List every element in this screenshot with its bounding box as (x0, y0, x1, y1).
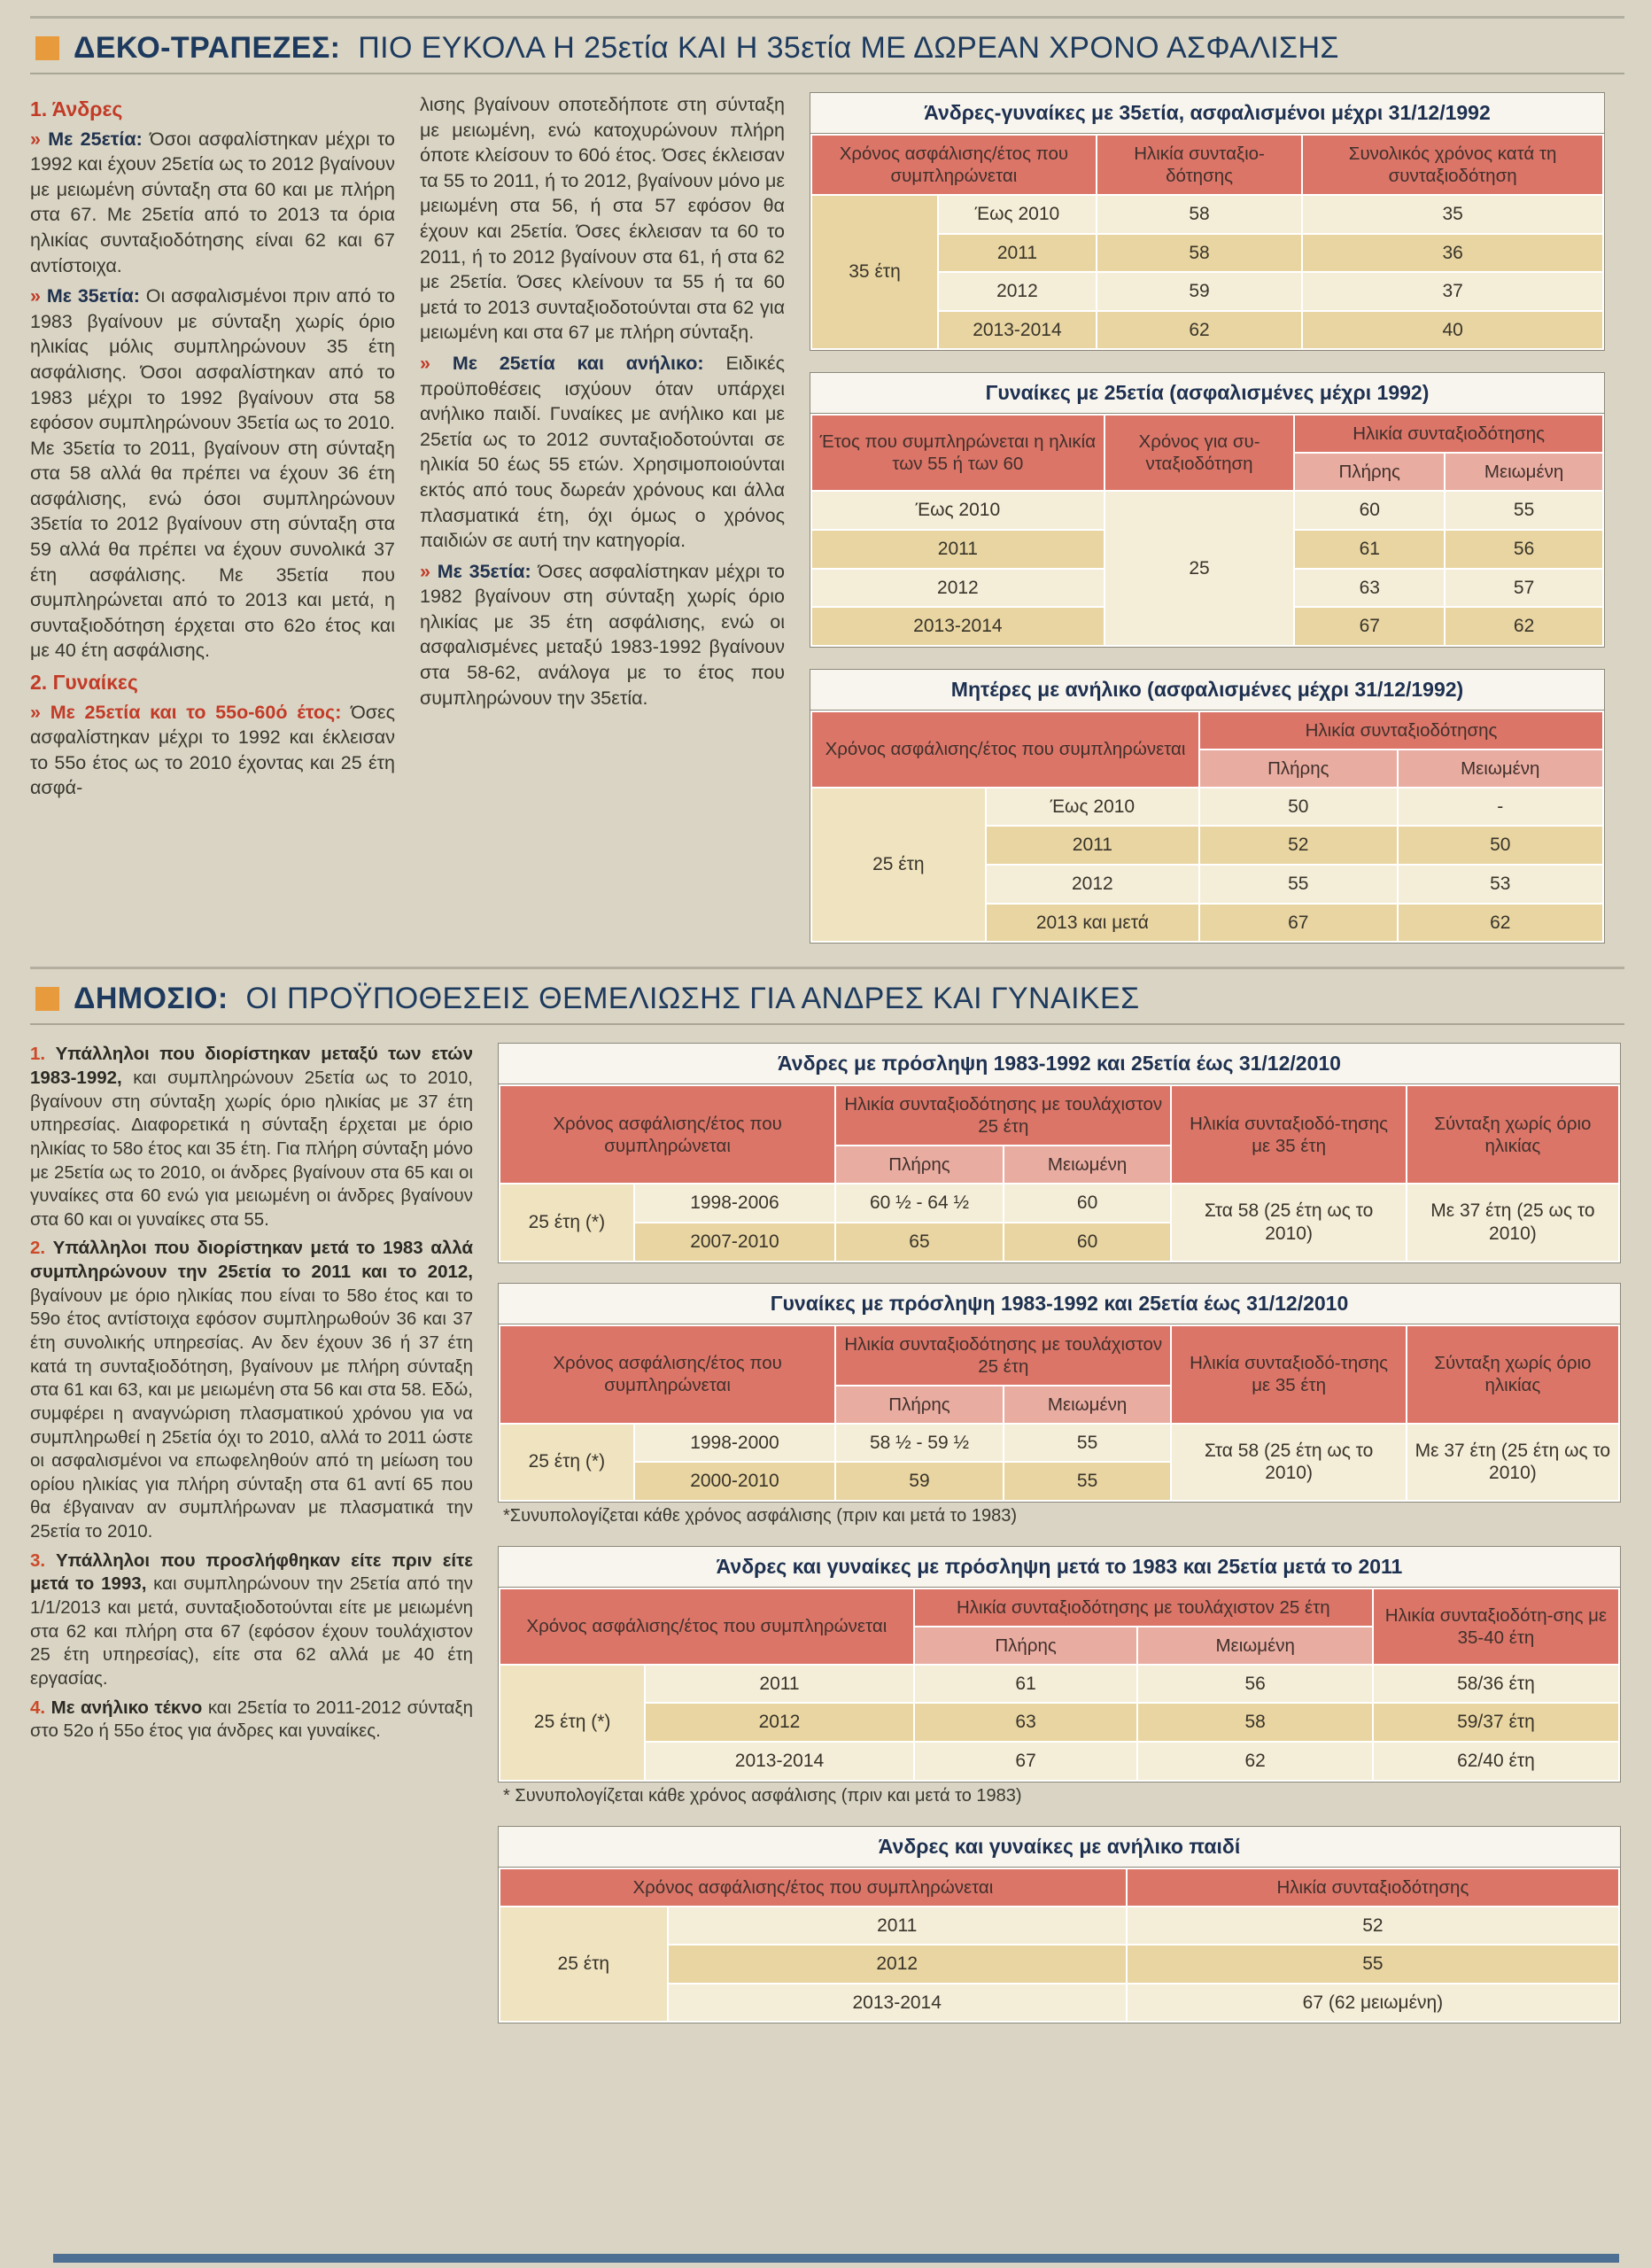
col-header: Σύνταξη χωρίς όριο ηλικίας (1407, 1085, 1619, 1184)
numbered-paragraph (30, 1697, 473, 1744)
col-group-header: Ηλικία συνταξιοδότησης με τουλάχιστον 25 έτη (835, 1085, 1171, 1146)
paragraph (420, 559, 785, 711)
cell: 55 (1004, 1462, 1172, 1501)
col-subheader: Μειωμένη (1137, 1627, 1372, 1665)
table-row (811, 195, 1603, 234)
cell: 50 (1199, 788, 1398, 827)
heading-rule (30, 73, 1624, 74)
cell: 62 (1445, 607, 1603, 646)
table-title: Μητέρες με ανήλικο (ασφαλισμένες μέχρι 31/12/1992) (810, 670, 1604, 711)
section-deko-trapezes (30, 16, 1624, 944)
table-title: Άνδρες-γυναίκες με 35ετία, ασφαλισμένοι μέχρι 31/12/1992 (810, 93, 1604, 134)
paragraph-lead: Με 25ετία: (48, 128, 143, 150)
paragraph (30, 284, 395, 664)
numbered-paragraph (30, 1550, 473, 1691)
col-header: Χρόνος για συ-νταξιοδότηση (1105, 415, 1295, 491)
paragraph-lead: Με ανήλικο τέκνο (50, 1697, 203, 1718)
cell: 67 (1199, 904, 1398, 943)
section-title-tag: ΔΗΜΟΣΙΟ: (74, 982, 229, 1016)
paragraph-text: Όσοι ασφαλίστηκαν μέχρι το 1992 και έχουν 25ετία ως το 2012 βγαίνουν με μειωμένη σύνταξη στα 60 και με πλήρη στα 67. Με 25ετία από το 2013 τα όρια ηλικίας συνταξιοδότησης είναι 62 και 67 αντίστοιχα. (30, 128, 395, 276)
cell: 59 (1097, 272, 1302, 311)
cell: 35 (1302, 195, 1603, 234)
span-label-cell: 35 έτη (811, 195, 938, 349)
cell: 67 (62 μειωμένη) (1127, 1984, 1619, 2023)
table-row (500, 1424, 1619, 1463)
cell: 57 (1445, 569, 1603, 608)
cell: 2013 και μετά (986, 904, 1199, 943)
col-header: Έτος που συμπληρώνεται η ηλικία των 55 ή των 60 (811, 415, 1105, 491)
cell: 2012 (668, 1945, 1127, 1984)
paragraph-text: Όσες ασφαλίστηκαν μέχρι το 1982 βγαίνουν στη σύνταξη χωρίς όριο ηλικίας με 35 έτη ασφάλισης, ενώ οι ασφαλισμένες μεταξύ 1983-1992 βγαίνουν στα 58-62, ανάλογα με το έτος που συμπληρώνουν την 35ετία. (420, 560, 785, 709)
span-cell: Με 37 έτη (25 έτη ως το 2010) (1407, 1424, 1619, 1501)
col-subheader: Μειωμένη (1004, 1386, 1172, 1424)
paragraph-text: και συμπληρώνουν 25ετία ως το 2010, βγαίνουν στη σύνταξη χωρίς όριο ηλικίας με 37 έτη υπηρεσίας. Διαφορετικά η σύνταξη έρχεται με όριο ηλικίας το 58ο έτος και 35 έτη. Για πλήρη σύνταξη μόνο με 25ετία ως το 2010, οι άνδρες βγαίνουν στα 65 και οι γυναίκες στα 60 ενώ για μειωμένη οι άνδρες βγαίνουν στα 60 και οι γυναίκες στα 55. (30, 1067, 473, 1230)
table-andres-gynaikes-35etia (810, 92, 1605, 351)
cell: 50 (1398, 826, 1603, 865)
span-label-cell: 25 έτη (*) (500, 1665, 645, 1781)
cell: 60 ½ - 64 ½ (835, 1184, 1004, 1223)
col-header: Χρόνος ασφάλισης/έτος που συμπληρώνεται (500, 1085, 835, 1184)
col-header: Χρόνος ασφάλισης/έτος που συμπληρώνεται (500, 1868, 1127, 1907)
subheading-gynaikes: 2. Γυναίκες (30, 671, 138, 695)
table-footnote: * Συνυπολογίζεται κάθε χρόνος ασφάλισης (πριν και μετά το 1983) (503, 1785, 1022, 1806)
col-header: Σύνταξη χωρίς όριο ηλικίας (1407, 1325, 1619, 1424)
col-group-header: Ηλικία συνταξιοδότησης με τουλάχιστον 25 έτη (835, 1325, 1171, 1386)
col-header: Ηλικία συνταξιοδό-τησης με 35 έτη (1171, 1325, 1406, 1424)
table-header-row (500, 1868, 1619, 1907)
cell: 55 (1199, 865, 1398, 904)
tables-column (498, 1043, 1624, 2023)
cell: Έως 2010 (986, 788, 1199, 827)
data-table (499, 1324, 1620, 1502)
table-title: Άνδρες και γυναίκες με πρόσληψη μετά το 1983 και 25ετία μετά το 2011 (499, 1547, 1620, 1588)
cell: 58 (1097, 195, 1302, 234)
table-footnote: *Συνυπολογίζεται κάθε χρόνος ασφάλισης (πριν και μετά το 1983) (503, 1505, 1018, 1526)
col-subheader: Πλήρης (835, 1386, 1004, 1424)
span-cell: Στα 58 (25 έτη ως το 2010) (1171, 1424, 1406, 1501)
col-header: Ηλικία συνταξιο-δότησης (1097, 135, 1302, 195)
section-bullet-icon (35, 36, 59, 60)
cell: 58 (1137, 1703, 1372, 1742)
table-header-row (811, 711, 1603, 750)
cell: Έως 2010 (938, 195, 1097, 234)
bullet-marker: » (30, 128, 41, 150)
table-gynaikes-proslipsi (498, 1283, 1621, 1503)
paragraph-text: Οι ασφαλισμένοι πριν από το 1983 βγαίνουν με σύνταξη χωρίς όριο ηλικίας μόλις συμπληρώνουν 35 έτη ασφάλισης. Όσοι ασφαλίστηκαν από το 1983 μέχρι το 1992 βγαίνουν στα 58 εφόσον συμπληρώνουν 35ετία ως το 2010. Με 35ετία το 2011, βγαίνουν στη σύνταξη στα 58 αλλά θα πρέπει να έχουν 36 έτη ασφάλισης, ενώ όσοι συμπληρώνουν 35ετία το 2012 βγαίνουν στη σύνταξη στα 59 αλλά θα πρέπει να έχουν συνολικά 37 έτη ασφάλισης. Με 35ετία που συμπληρώνεται από το 2013 και μετά, η συνταξιοδότηση έρχεται στο 62ο έτος και με 40 έτη ασφάλισης. (30, 285, 395, 662)
col-header: Χρόνος ασφάλισης/έτος που συμπληρώνεται (500, 1588, 914, 1665)
table-andres-proslipsi (498, 1043, 1621, 1262)
span-cell: Με 37 έτη (25 ως το 2010) (1407, 1184, 1619, 1261)
cell: 58 ½ - 59 ½ (835, 1424, 1004, 1463)
section-title (74, 982, 1140, 1016)
table-row (500, 1703, 1619, 1742)
table-title: Άνδρες και γυναίκες με ανήλικο παιδί (499, 1827, 1620, 1868)
cell: 40 (1302, 311, 1603, 350)
section-body (30, 92, 1624, 944)
cell: 62 (1398, 904, 1603, 943)
cell: 58 (1097, 234, 1302, 273)
cell: 61 (914, 1665, 1138, 1704)
col-header: Συνολικός χρόνος κατά τη συνταξιοδότηση (1302, 135, 1603, 195)
cell: 2012 (986, 865, 1199, 904)
col-subheader: Πλήρης (914, 1627, 1138, 1665)
cell: 56 (1445, 530, 1603, 569)
paragraph-text: βγαίνουν με όριο ηλικίας που είναι το 58ο έτος και το 59ο έτος αντίστοιχα εφόσον συμπληρωθούν 36 και 37 έτη συνολικής υπηρεσίας. Αν δεν έχουν 36 ή 37 έτη κατά τη συνταξιοδότηση, βγαίνουν με πλήρη σύνταξη στα 61 και 63, και με μειωμένη στα 56 και στα 58. Εδώ, συμφέρει η αναγνώριση πλασματικού χρόνου για να συμπληρωθεί η 25ετία όχι το 2010, αλλά το 2011 ώστε οι ασφαλισμένοι να επωφεληθούν από τη μείωση του ορίου ηλικίας για πλήρη σύνταξη στα 61 αντί 65 που θα έβγαιναν αν συμπλήρωναν με πλασματικά την 25ετία το 2010. (30, 1285, 473, 1542)
section-body (30, 1043, 1624, 2023)
paragraph-text: λισης βγαίνουν οποτεδήποτε στη σύνταξη με μειωμένη, ενώ κατοχυρώνουν πλήρη όποτε κλείσουν το 60ό έτος. Όσες έκλεισαν τα 55 το 2011, ή το 2012, βγαίνουν μόνο με μειωμένη στα 56, ή στα 57 εφόσον θα έχουν και 25ετία. Όσες έκλεισαν τα 60 το 2011, ή το 2012 βγαίνουν στα 61, ή στα 62 με 25ετία. Όσες κλείνουν τα 55 ή τα 60 μετά το 2013 συνταξιοδοτούνται στα 62 για μειωμένη και στα 67 με πλήρη σύνταξη. (420, 94, 785, 344)
paragraph (30, 127, 395, 279)
paragraph-lead: Υπάλληλοι που διορίστηκαν μεταξύ των ετών 1983-1992, (30, 1044, 473, 1088)
heading-rule (30, 1023, 1624, 1025)
table-header-row (811, 135, 1603, 195)
table-andres-gynaikes-meta-1983 (498, 1546, 1621, 1783)
paragraph-lead: Υπάλληλοι που διορίστηκαν μετά το 1983 αλλά συμπληρώνουν την 25ετία το 2011 και το 2012, (30, 1238, 473, 1283)
cell: 2013-2014 (811, 607, 1105, 646)
span-label-cell: 25 έτη (500, 1907, 668, 2023)
numbered-paragraph (30, 1043, 473, 1231)
data-table (499, 1084, 1620, 1262)
table-title: Γυναίκες με 25ετία (ασφαλισμένες μέχρι 1992) (810, 373, 1604, 414)
cell: 59/37 έτη (1373, 1703, 1619, 1742)
cell: 37 (1302, 272, 1603, 311)
cell: 63 (914, 1703, 1138, 1742)
col-header: Ηλικία συνταξιοδότη-σης με 35-40 έτη (1373, 1588, 1619, 1665)
table-row (811, 788, 1603, 827)
paragraph-lead: Με 35ετία: (46, 285, 140, 307)
cell: 2012 (938, 272, 1097, 311)
cell: 2013-2014 (668, 1984, 1127, 2023)
paragraph (420, 92, 785, 346)
table-title: Άνδρες με πρόσληψη 1983-1992 και 25ετία έως 31/12/2010 (499, 1044, 1620, 1084)
col-subheader: Μειωμένη (1445, 453, 1603, 491)
table-header-row (500, 1085, 1619, 1146)
cell: 52 (1199, 826, 1398, 865)
section-title-tag: ΔΕΚΟ-ΤΡΑΠΕΖΕΣ: (74, 31, 341, 65)
data-table (810, 134, 1604, 350)
table-gynaikes-25etia (810, 372, 1605, 647)
table-block (498, 1283, 1621, 1526)
cell: 2011 (986, 826, 1199, 865)
cell: 2011 (645, 1665, 913, 1704)
section-gap (30, 944, 1624, 967)
span-value-cell: 25 (1105, 491, 1295, 645)
cell: 59 (835, 1462, 1004, 1501)
bullet-marker: » (420, 352, 430, 374)
table-row (500, 1907, 1619, 1946)
text-column (30, 1043, 473, 1749)
cell: 2013-2014 (938, 311, 1097, 350)
cell: 55 (1004, 1424, 1172, 1463)
span-label-cell: 25 έτη (811, 788, 986, 942)
section-title (74, 31, 1339, 66)
section-dimosio (30, 967, 1624, 2023)
cell: 62 (1137, 1742, 1372, 1781)
col-header: Ηλικία συνταξιοδότησης (1127, 1868, 1619, 1907)
col-header: Χρόνος ασφάλισης/έτος που συμπληρώνεται (811, 135, 1097, 195)
item-number: 4. (30, 1697, 46, 1718)
cell: 56 (1137, 1665, 1372, 1704)
bullet-marker: » (30, 285, 41, 307)
table-header-row (500, 1325, 1619, 1386)
span-label-cell: 25 έτη (*) (500, 1184, 634, 1261)
cell: 62 (1097, 311, 1302, 350)
cell: 61 (1294, 530, 1445, 569)
table-row (500, 1945, 1619, 1984)
item-number: 1. (30, 1044, 46, 1065)
cell: Έως 2010 (811, 491, 1105, 530)
table-aniliko-paidi (498, 1826, 1621, 2024)
data-table (810, 414, 1604, 646)
section-bullet-icon (35, 987, 59, 1011)
cell: 2012 (811, 569, 1105, 608)
section-title-rest: ΟΙ ΠΡΟΫΠΟΘΕΣΕΙΣ ΘΕΜΕΛΙΩΣΗΣ ΓΙΑ ΑΝΔΡΕΣ ΚΑΙ ΓΥΝΑΙΚΕΣ (245, 982, 1140, 1016)
data-table (499, 1868, 1620, 2023)
cell: 60 (1004, 1223, 1172, 1262)
cell: 36 (1302, 234, 1603, 273)
numbered-paragraph (30, 1237, 473, 1543)
cell: 2011 (938, 234, 1097, 273)
data-table (810, 711, 1604, 943)
cell: 2012 (645, 1703, 913, 1742)
cell: 67 (1294, 607, 1445, 646)
bottom-page-rule (53, 2254, 1619, 2263)
cell: 55 (1127, 1945, 1619, 1984)
paragraph-text: και 25ετία το 2011-2012 σύνταξη στο 52ο ή 55ο έτος για άνδρες και γυναίκες. (30, 1697, 473, 1742)
text-column-1 (30, 92, 395, 806)
table-row (500, 1184, 1619, 1223)
data-table (499, 1588, 1620, 1782)
col-header: Χρόνος ασφάλισης/έτος που συμπληρώνεται (811, 711, 1199, 788)
col-header: Ηλικία συνταξιοδό-τησης με 35 έτη (1171, 1085, 1406, 1184)
table-row (500, 1742, 1619, 1781)
text-column-2 (420, 92, 785, 716)
col-subheader: Πλήρης (1199, 750, 1398, 788)
cell: 2013-2014 (645, 1742, 913, 1781)
table-block (498, 1546, 1621, 1806)
section-header (35, 982, 1624, 1016)
table-header-row (811, 415, 1603, 453)
table-row (811, 491, 1603, 530)
col-subheader: Μειωμένη (1004, 1146, 1172, 1184)
table-miteres-aniliko (810, 669, 1605, 944)
cell: 1998-2006 (634, 1184, 836, 1223)
cell: 58/36 έτη (1373, 1665, 1619, 1704)
paragraph-lead: Με 25ετία και το 55ο-60ό έτος: (50, 701, 342, 723)
cell: 55 (1445, 491, 1603, 530)
col-subheader: Μειωμένη (1398, 750, 1603, 788)
table-row (500, 1984, 1619, 2023)
paragraph (420, 351, 785, 554)
cell: 63 (1294, 569, 1445, 608)
paragraph (30, 700, 395, 801)
cell: 1998-2000 (634, 1424, 836, 1463)
table-title: Γυναίκες με πρόσληψη 1983-1992 και 25ετία έως 31/12/2010 (499, 1284, 1620, 1324)
cell: 2011 (668, 1907, 1127, 1946)
col-subheader: Πλήρης (1294, 453, 1445, 491)
col-header: Χρόνος ασφάλισης/έτος που συμπληρώνεται (500, 1325, 835, 1424)
tables-column (810, 92, 1624, 944)
cell: 53 (1398, 865, 1603, 904)
cell: 2000-2010 (634, 1462, 836, 1501)
paragraph-lead: Υπάλληλοι που προσλήφθηκαν είτε πριν είτε μετά το 1993, (30, 1550, 473, 1595)
cell: 2007-2010 (634, 1223, 836, 1262)
item-number: 2. (30, 1238, 46, 1259)
table-header-row (500, 1588, 1619, 1627)
table-row (500, 1665, 1619, 1704)
cell: 60 (1004, 1184, 1172, 1223)
section-header (35, 31, 1624, 66)
bullet-marker: » (30, 701, 41, 723)
table-block (498, 1826, 1621, 2024)
paragraph-lead: Με 35ετία: (437, 560, 531, 582)
bullet-marker: » (420, 560, 430, 582)
paragraph-text: Ειδικές προϋποθέσεις ισχύουν όταν υπάρχει ανήλικο παιδί. Γυναίκες με ανήλικο και με 25ετία ως το 2012 συνταξιοδοτούνται σε ηλικία 50 έως 55 ετών. Χρησιμοποιούνται εκτός από τους δωρεάν χρόνους και άλλα πλασματικά έτη, όχι όμως ο χρόνος παιδιών σε αυτή την κατηγορία. (420, 352, 785, 552)
cell: 62/40 έτη (1373, 1742, 1619, 1781)
section-title-rest: ΠΙΟ ΕΥΚΟΛΑ Η 25ετία ΚΑΙ Η 35ετία ΜΕ ΔΩΡΕΑΝ ΧΡΟΝΟ ΑΣΦΑΛΙΣΗΣ (358, 31, 1339, 65)
paragraph-text: και συμπληρώνουν την 25ετία από την 1/1/2013 και μετά, συνταξιοδοτούνται είτε με μειωμένη στα 62 και πλήρη στα 67 (εφόσον έχουν τουλάχιστον 25 έτη υπηρεσίας), είτε στα 62 αλλά με 40 έτη εργασίας. (30, 1573, 473, 1689)
paragraph-lead: Με 25ετία και ανήλικο: (452, 352, 704, 374)
cell: 2011 (811, 530, 1105, 569)
cell: 67 (914, 1742, 1138, 1781)
col-subheader: Πλήρης (835, 1146, 1004, 1184)
cell: 52 (1127, 1907, 1619, 1946)
col-group-header: Ηλικία συνταξιοδότησης με τουλάχιστον 25 έτη (914, 1588, 1373, 1627)
cell: 65 (835, 1223, 1004, 1262)
cell: 60 (1294, 491, 1445, 530)
span-cell: Στα 58 (25 έτη ως το 2010) (1171, 1184, 1406, 1261)
cell: - (1398, 788, 1603, 827)
item-number: 3. (30, 1550, 46, 1571)
paragraph-text: Όσες ασφαλίστηκαν μέχρι το 1992 και έκλεισαν το 55ο έτος ως το 2010 έχοντας και 25 έτη ασφά- (30, 701, 395, 799)
span-label-cell: 25 έτη (*) (500, 1424, 634, 1501)
subheading-andres: 1. Άνδρες (30, 97, 123, 120)
col-group-header: Ηλικία συνταξιοδότησης (1294, 415, 1603, 453)
table-block (498, 1043, 1621, 1262)
col-group-header: Ηλικία συνταξιοδότησης (1199, 711, 1603, 750)
